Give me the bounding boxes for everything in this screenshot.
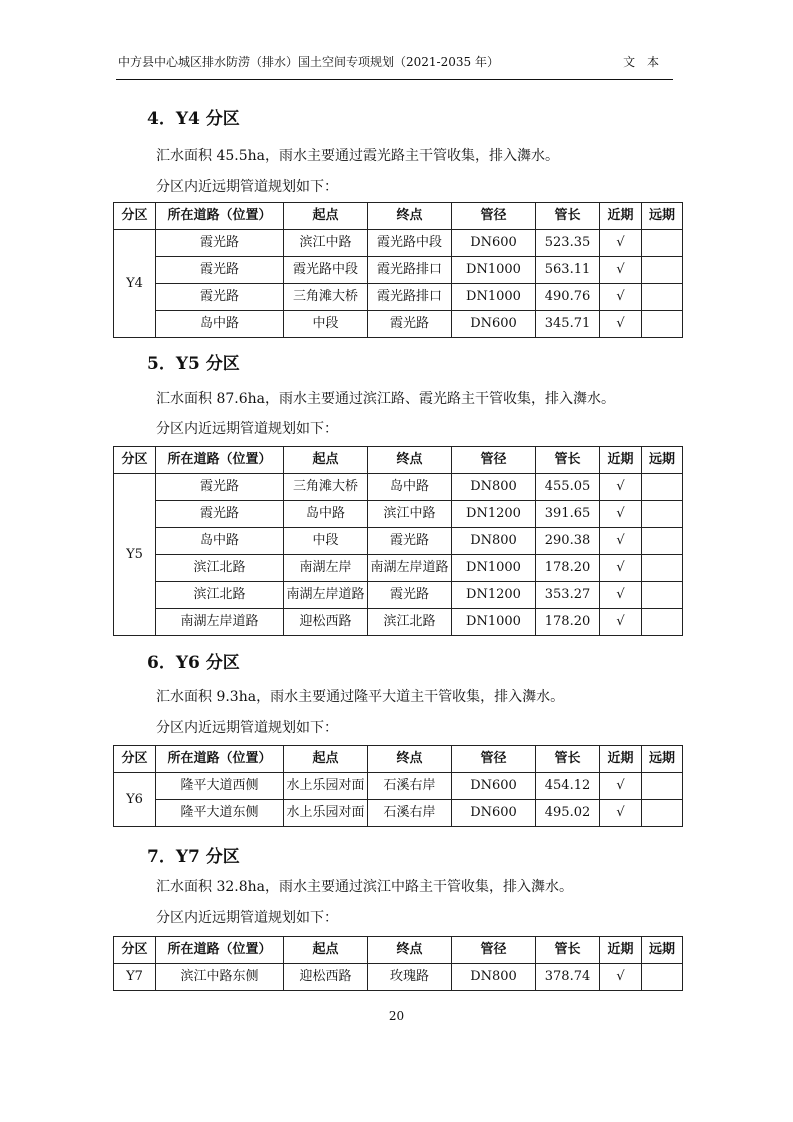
length-cell: 178.20 <box>536 609 600 636</box>
length-cell: 290.38 <box>536 528 600 555</box>
length-cell: 563.11 <box>536 257 600 284</box>
road-header: 所在道路（位置） <box>156 937 284 964</box>
long-term-cell <box>642 501 683 528</box>
road-header: 所在道路（位置） <box>156 746 284 773</box>
near-term-cell: √ <box>600 230 642 257</box>
start-header: 起点 <box>284 746 368 773</box>
table-row <box>114 773 683 800</box>
table-row <box>114 230 683 257</box>
end-cell: 霞光路 <box>368 311 452 338</box>
start-cell: 三角滩大桥 <box>284 284 368 311</box>
diameter-header: 管径 <box>452 937 536 964</box>
diameter-cell: DN600 <box>452 800 536 827</box>
table-header-row <box>114 203 683 230</box>
start-cell: 岛中路 <box>284 501 368 528</box>
long-term-cell <box>642 773 683 800</box>
end-header: 终点 <box>368 746 452 773</box>
long-term-cell <box>642 800 683 827</box>
header-tag: 文 本 <box>623 55 663 69</box>
end-header: 终点 <box>368 937 452 964</box>
start-cell: 水上乐园对面 <box>284 800 368 827</box>
near-term-header: 近期 <box>600 937 642 964</box>
diameter-cell: DN1000 <box>452 257 536 284</box>
table-row <box>114 964 683 991</box>
section-heading: 4．Y4 分区 <box>147 109 240 129</box>
length-header: 管长 <box>536 447 600 474</box>
length-cell: 391.65 <box>536 501 600 528</box>
start-cell: 南湖左岸 <box>284 555 368 582</box>
header-title: 中方县中心城区排水防涝（排水）国土空间专项规划（2021-2035 年） <box>118 55 499 69</box>
road-cell: 滨江北路 <box>156 555 284 582</box>
start-cell: 霞光路中段 <box>284 257 368 284</box>
road-cell: 隆平大道西侧 <box>156 773 284 800</box>
end-cell: 滨江中路 <box>368 501 452 528</box>
long-term-cell <box>642 230 683 257</box>
length-header: 管长 <box>536 746 600 773</box>
diameter-cell: DN800 <box>452 528 536 555</box>
table-row <box>114 474 683 501</box>
start-header: 起点 <box>284 447 368 474</box>
diameter-cell: DN1000 <box>452 284 536 311</box>
page-number: 20 <box>388 1009 405 1023</box>
length-header: 管长 <box>536 937 600 964</box>
length-cell: 378.74 <box>536 964 600 991</box>
zone-cell: Y7 <box>114 964 156 991</box>
pipe-plan-table <box>113 936 683 991</box>
catchment-description: 汇水面积 45.5ha，雨水主要通过霞光路主干管收集，排入㵲水。 <box>156 148 559 164</box>
road-cell: 滨江中路东侧 <box>156 964 284 991</box>
table-row <box>114 582 683 609</box>
end-cell: 滨江北路 <box>368 609 452 636</box>
table-header-row <box>114 447 683 474</box>
near-term-cell: √ <box>600 964 642 991</box>
diameter-header: 管径 <box>452 203 536 230</box>
section-heading: 6．Y6 分区 <box>147 653 240 673</box>
end-cell: 霞光路排口 <box>368 284 452 311</box>
end-cell: 石溪右岸 <box>368 773 452 800</box>
road-cell: 霞光路 <box>156 257 284 284</box>
near-term-cell: √ <box>600 555 642 582</box>
table-row <box>114 528 683 555</box>
long-term-cell <box>642 474 683 501</box>
length-cell: 178.20 <box>536 555 600 582</box>
table-header-row <box>114 937 683 964</box>
near-term-header: 近期 <box>600 203 642 230</box>
long-term-header: 远期 <box>642 203 683 230</box>
road-header: 所在道路（位置） <box>156 203 284 230</box>
road-cell: 霞光路 <box>156 230 284 257</box>
long-term-header: 远期 <box>642 447 683 474</box>
near-term-cell: √ <box>600 284 642 311</box>
long-term-cell <box>642 257 683 284</box>
start-cell: 滨江中路 <box>284 230 368 257</box>
start-cell: 三角滩大桥 <box>284 474 368 501</box>
pipe-plan-table <box>113 446 683 636</box>
start-cell: 迎松西路 <box>284 964 368 991</box>
diameter-cell: DN1000 <box>452 555 536 582</box>
near-term-cell: √ <box>600 582 642 609</box>
pipe-plan-table <box>113 202 683 338</box>
length-cell: 353.27 <box>536 582 600 609</box>
start-header: 起点 <box>284 203 368 230</box>
road-cell: 南湖左岸道路 <box>156 609 284 636</box>
table-intro: 分区内近远期管道规划如下： <box>156 421 338 437</box>
length-cell: 490.76 <box>536 284 600 311</box>
zone-header: 分区 <box>114 447 156 474</box>
table-row <box>114 555 683 582</box>
road-cell: 隆平大道东侧 <box>156 800 284 827</box>
diameter-cell: DN600 <box>452 230 536 257</box>
zone-cell: Y4 <box>114 230 156 338</box>
start-cell: 水上乐园对面 <box>284 773 368 800</box>
near-term-cell: √ <box>600 773 642 800</box>
catchment-description: 汇水面积 32.8ha，雨水主要通过滨江中路主干管收集，排入㵲水。 <box>156 879 573 895</box>
zone-cell: Y6 <box>114 773 156 827</box>
road-cell: 滨江北路 <box>156 582 284 609</box>
start-cell: 南湖左岸道路 <box>284 582 368 609</box>
diameter-cell: DN800 <box>452 474 536 501</box>
pipe-plan-table <box>113 745 683 827</box>
end-header: 终点 <box>368 203 452 230</box>
zone-header: 分区 <box>114 937 156 964</box>
near-term-cell: √ <box>600 257 642 284</box>
end-cell: 霞光路 <box>368 582 452 609</box>
section-heading: 5．Y5 分区 <box>147 354 240 374</box>
zone-header: 分区 <box>114 203 156 230</box>
start-cell: 中段 <box>284 528 368 555</box>
table-row <box>114 284 683 311</box>
long-term-cell <box>642 964 683 991</box>
near-term-cell: √ <box>600 528 642 555</box>
long-term-cell <box>642 582 683 609</box>
road-cell: 霞光路 <box>156 501 284 528</box>
road-cell: 岛中路 <box>156 528 284 555</box>
near-term-cell: √ <box>600 609 642 636</box>
end-cell: 霞光路中段 <box>368 230 452 257</box>
end-cell: 南湖左岸道路 <box>368 555 452 582</box>
long-term-header: 远期 <box>642 937 683 964</box>
end-cell: 霞光路 <box>368 528 452 555</box>
table-row <box>114 311 683 338</box>
end-cell: 岛中路 <box>368 474 452 501</box>
catchment-description: 汇水面积 9.3ha，雨水主要通过隆平大道主干管收集，排入㵲水。 <box>156 689 565 705</box>
diameter-header: 管径 <box>452 746 536 773</box>
diameter-cell: DN800 <box>452 964 536 991</box>
length-cell: 345.71 <box>536 311 600 338</box>
long-term-cell <box>642 555 683 582</box>
zone-header: 分区 <box>114 746 156 773</box>
section-heading: 7．Y7 分区 <box>147 847 240 867</box>
start-cell: 中段 <box>284 311 368 338</box>
long-term-header: 远期 <box>642 746 683 773</box>
near-term-header: 近期 <box>600 447 642 474</box>
table-intro: 分区内近远期管道规划如下： <box>156 720 338 736</box>
end-cell: 石溪右岸 <box>368 800 452 827</box>
road-cell: 霞光路 <box>156 474 284 501</box>
start-cell: 迎松西路 <box>284 609 368 636</box>
diameter-cell: DN600 <box>452 773 536 800</box>
long-term-cell <box>642 528 683 555</box>
length-cell: 455.05 <box>536 474 600 501</box>
length-cell: 454.12 <box>536 773 600 800</box>
end-header: 终点 <box>368 447 452 474</box>
start-header: 起点 <box>284 937 368 964</box>
long-term-cell <box>642 311 683 338</box>
catchment-description: 汇水面积 87.6ha，雨水主要通过滨江路、霞光路主干管收集，排入㵲水。 <box>156 391 615 407</box>
length-header: 管长 <box>536 203 600 230</box>
near-term-header: 近期 <box>600 746 642 773</box>
end-cell: 霞光路排口 <box>368 257 452 284</box>
long-term-cell <box>642 609 683 636</box>
road-cell: 岛中路 <box>156 311 284 338</box>
table-row <box>114 501 683 528</box>
near-term-cell: √ <box>600 474 642 501</box>
length-cell: 523.35 <box>536 230 600 257</box>
diameter-header: 管径 <box>452 447 536 474</box>
near-term-cell: √ <box>600 501 642 528</box>
table-row <box>114 609 683 636</box>
table-row <box>114 257 683 284</box>
diameter-cell: DN600 <box>452 311 536 338</box>
zone-cell: Y5 <box>114 474 156 636</box>
diameter-cell: DN1200 <box>452 501 536 528</box>
road-cell: 霞光路 <box>156 284 284 311</box>
long-term-cell <box>642 284 683 311</box>
table-intro: 分区内近远期管道规划如下： <box>156 910 338 926</box>
diameter-cell: DN1000 <box>452 609 536 636</box>
diameter-cell: DN1200 <box>452 582 536 609</box>
length-cell: 495.02 <box>536 800 600 827</box>
table-header-row <box>114 746 683 773</box>
header-rule <box>116 79 673 80</box>
table-intro: 分区内近远期管道规划如下： <box>156 179 338 195</box>
near-term-cell: √ <box>600 311 642 338</box>
near-term-cell: √ <box>600 800 642 827</box>
road-header: 所在道路（位置） <box>156 447 284 474</box>
table-row <box>114 800 683 827</box>
end-cell: 玫瑰路 <box>368 964 452 991</box>
